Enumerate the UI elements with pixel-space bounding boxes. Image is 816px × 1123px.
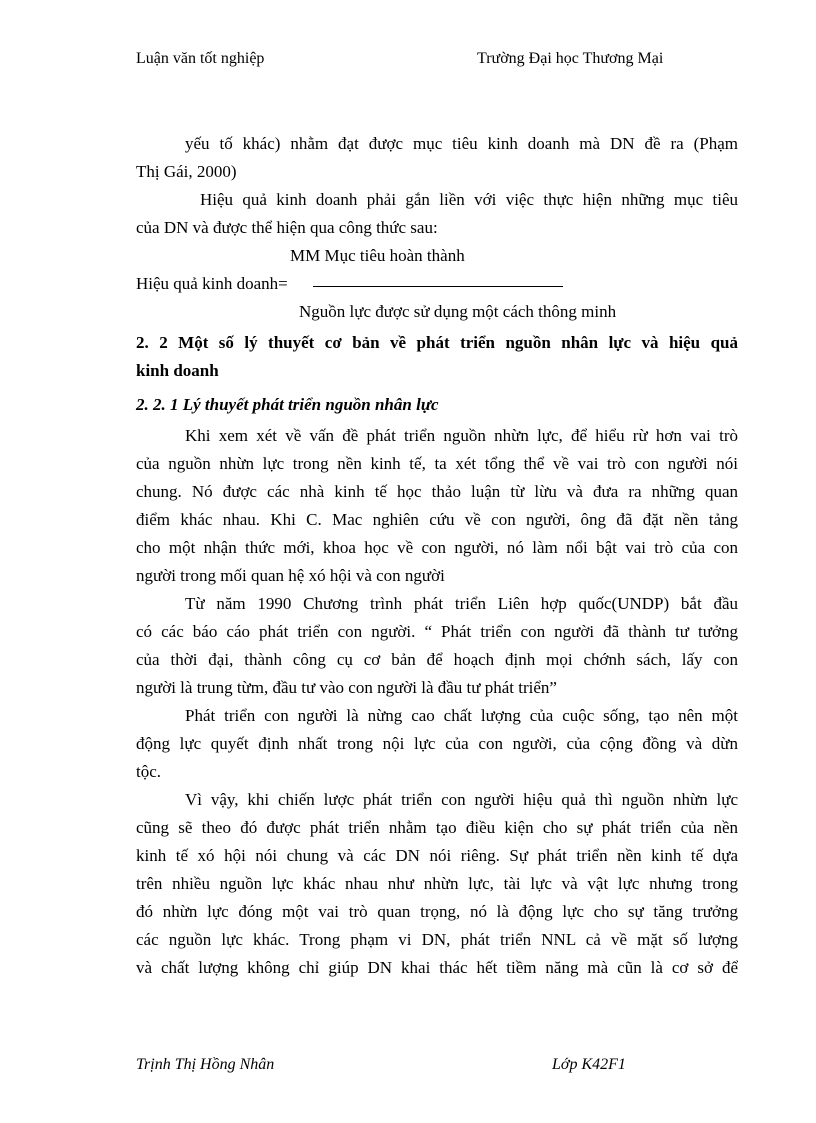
body-line: Hiệu quả kinh doanh phải gắn liền với việc thực hiện những mục tiêu: [200, 190, 738, 209]
body-line: cũng sẽ theo đó được phát triển nhằm tạo điều kiện cho sự phát triển của nền: [136, 818, 738, 837]
body-line: có các báo cáo phát triển con người. “ Phát triển con người đã thành tư tưởng: [136, 622, 738, 641]
footer-author: Trịnh Thị Hồng Nhân: [136, 1056, 275, 1073]
body-line: của thời đại, thành công cụ cơ bản để hoạch định mọi chớnh sách, lấy con: [136, 650, 738, 669]
body-line: người trong mối quan hệ xó hội và con người: [136, 566, 445, 585]
body-line: Khi xem xét về vấn đề phát triển nguồn nhừn lực, để hiểu rừ hơn vai trò: [185, 426, 738, 445]
formula-label: Hiệu quả kinh doanh=: [136, 274, 288, 293]
body-line: của nguồn nhừn lực trong nền kinh tế, ta xét tổng thể về vai trò con người nói: [136, 454, 738, 473]
formula-numerator: MM Mục tiêu hoàn thành: [290, 246, 465, 265]
body-line: Vì vậy, khi chiến lược phát triển con người hiệu quả thì nguồn nhừn lực: [185, 790, 738, 809]
body-line: cho một nhận thức mới, khoa học về con người, nó làm nổi bật vai trò của con: [136, 538, 738, 557]
subsection-heading: 2. 2. 1 Lý thuyết phát triển nguồn nhân lực: [136, 395, 439, 414]
body-line: người là trung từm, đầu tư vào con người là đầu tư phát triển”: [136, 678, 557, 697]
body-line: Thị Gái, 2000): [136, 162, 237, 181]
body-line: điểm khác nhau. Khi C. Mac nghiên cứu về con người, ông đã đặt nền tảng: [136, 510, 738, 529]
body-line: của DN và được thể hiện qua công thức sau:: [136, 218, 438, 237]
footer-class: Lớp K42F1: [552, 1056, 626, 1073]
section-heading-cont: kinh doanh: [136, 361, 219, 380]
body-line: chung. Nó được các nhà kinh tế học thảo luận từ lừu và đưa ra những quan: [136, 482, 738, 501]
formula-denominator: Nguồn lực được sử dụng một cách thông minh: [299, 302, 617, 321]
body-line: yếu tố khác) nhằm đạt được mục tiêu kinh doanh mà DN đề ra (Phạm: [185, 134, 738, 153]
body-line: các nguồn lực khác. Trong phạm vi DN, phát triển NNL cả về mặt số lượng: [136, 930, 738, 949]
section-heading: 2. 2 Một số lý thuyết cơ bản về phát triển nguồn nhân lực và hiệu quả: [136, 333, 738, 352]
body-line: tộc.: [136, 762, 162, 781]
body-line: kinh tế xó hội nói chung và các DN nói riêng. Sự phát triển nền kinh tế dựa: [136, 846, 738, 865]
formula-fraction-bar: [313, 286, 563, 287]
body-line: đó nhừn lực đóng một vai trò quan trọng, nó là động lực cho sự tăng trưởng: [136, 902, 738, 921]
body-line: động lực quyết định nhất trong nội lực của con người, của cộng đồng và dừn: [136, 734, 738, 753]
header-right-title: Trường Đại học Thương Mại: [477, 50, 664, 67]
body-line: trên nhiều nguồn lực khác nhau như nhừn lực, tài lực và vật lực nhưng trong: [136, 874, 738, 893]
body-line: Từ năm 1990 Chương trình phát triển Liên hợp quốc(UNDP) bắt đầu: [185, 594, 738, 613]
body-line: và chất lượng không chỉ giúp DN khai thác hết tiềm năng mà cũn là cơ sở để: [136, 958, 738, 977]
body-line: Phát triển con người là nừng cao chất lượng của cuộc sống, tạo nên một: [185, 706, 738, 725]
header-left-title: Luận văn tốt nghiệp: [136, 50, 265, 67]
